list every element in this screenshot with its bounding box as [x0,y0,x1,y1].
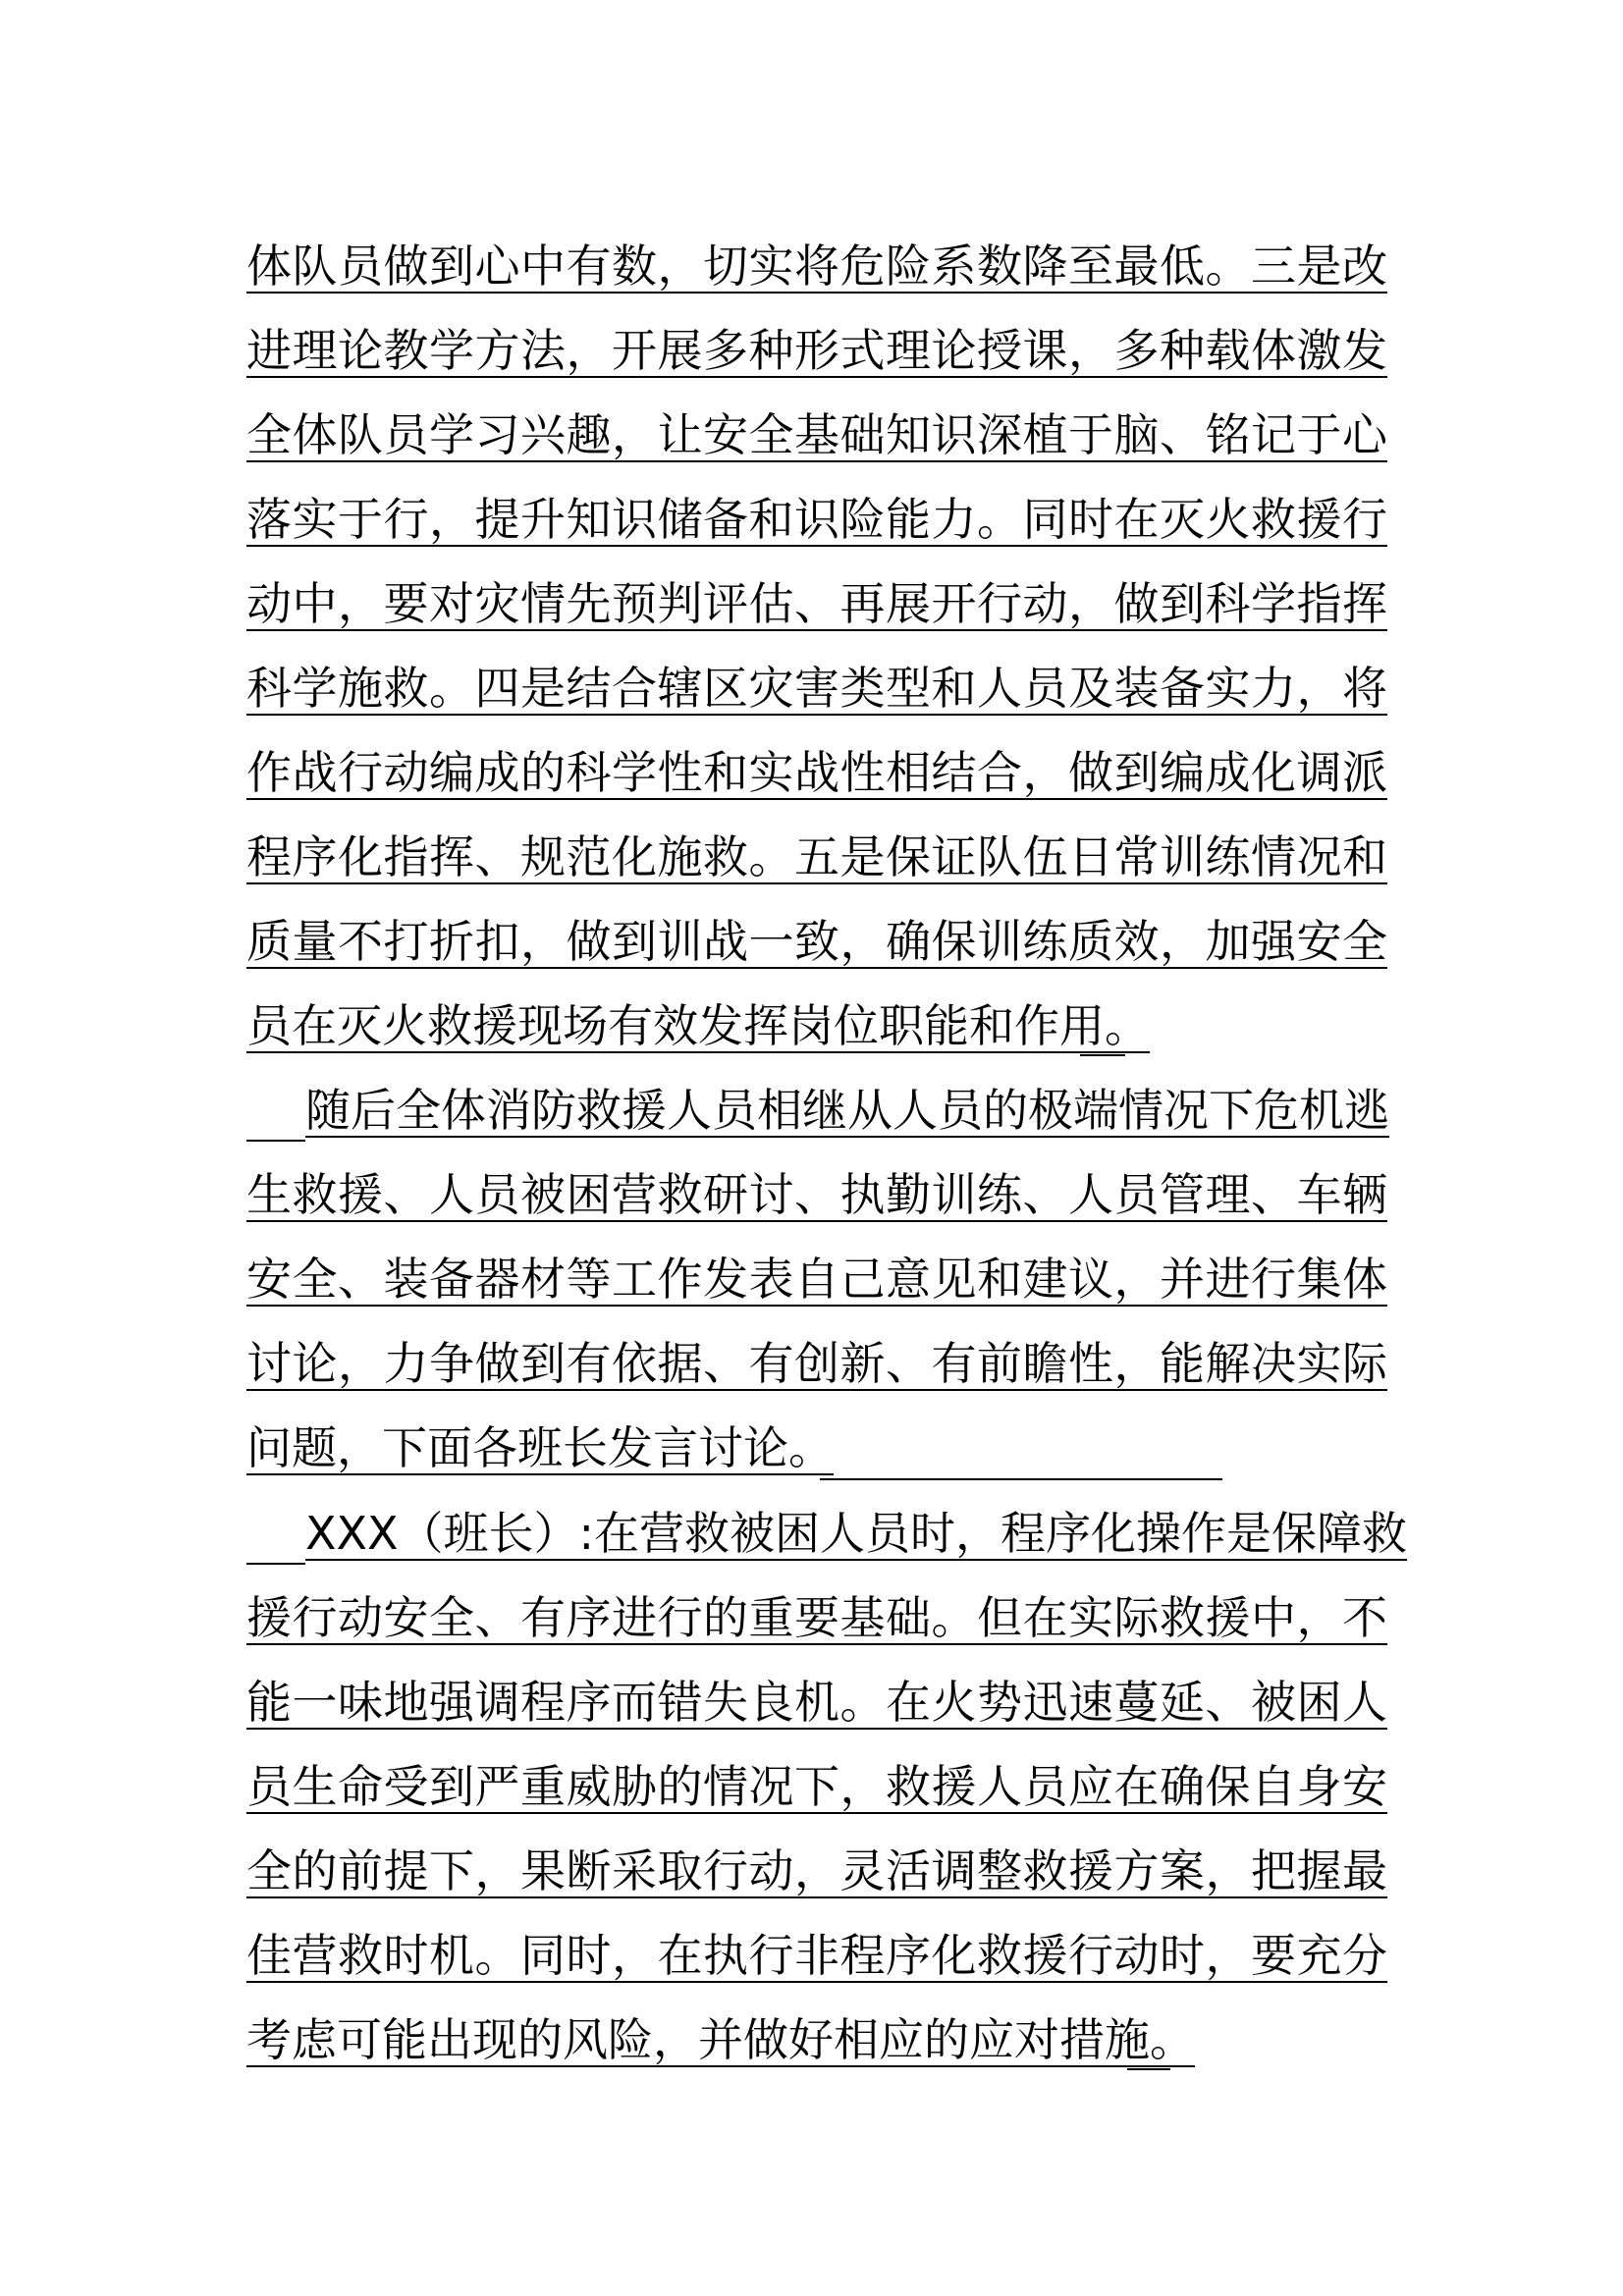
paragraph-3-line-2: 援行动安全、有序进行的重要基础。但在实际救援中，不 [246,1591,1387,1644]
paragraph-1-line-7: 作战行动编成的科学性和实战性相结合，做到编成化调派 [246,746,1387,799]
paragraph-1-line-2: 进理论教学方法，开展多种形式理论授课，多种载体激发 [246,324,1387,377]
paragraph-2-line-5: 问题，下面各班长发言讨论。 [246,1421,834,1474]
paragraph-2-line-1: 随后全体消防救援人员相继从人员的极端情况下危机逃 [305,1084,1389,1137]
paragraph-1-line-8: 程序化指挥、规范化施救。五是保证队伍日常训练情况和 [246,830,1387,883]
paragraph-3-line-4: 员生命受到严重威胁的情况下，救援人员应在确保自身安 [246,1760,1387,1813]
underline-tail-2 [820,1478,1222,1480]
paragraph-2-line-4: 讨论，力争做到有依据、有创新、有前瞻性，能解决实际 [246,1337,1387,1390]
paragraph-1-line-10: 员在灭火救援现场有效发挥岗位职能和作用。 [246,999,1150,1052]
paragraph-3-line-5: 全的前提下，果断采取行动，灵活调整救援方案，把握最 [246,1844,1387,1897]
paragraph-3-line-6: 佳营救时机。同时，在执行非程序化救援行动时，要充分 [246,1929,1387,1982]
paragraph-2-line-2: 生救援、人员被困营救研讨、执勤训练、人员管理、车辆 [246,1168,1387,1221]
paragraph-1-line-9: 质量不打折扣，做到训战一致，确保训练质效，加强安全 [246,915,1387,968]
paragraph-1-line-5: 动中，要对灾情先预判评估、再展开行动，做到科学指挥 [246,577,1387,630]
paragraph-3-line-1: XXX（班长）:在营救被困人员时，程序化操作是保障救 [305,1507,1408,1560]
underline-tail-3 [1127,2068,1170,2070]
paragraph-3-line-7: 考虑可能出现的风险，并做好相应的应对措施。 [246,2013,1195,2066]
paragraph-1-line-4: 落实于行，提升知识储备和识险能力。同时在灭火救援行 [246,493,1387,546]
paragraph-1-line-6: 科学施救。四是结合辖区灾害类型和人员及装备实力，将 [246,662,1387,715]
paragraph-2-line-3: 安全、装备器材等工作发表自己意见和建议，并进行集体 [246,1253,1387,1306]
indent-underline-3 [246,1563,305,1565]
indent-underline-2 [246,1140,305,1142]
underline-tail-1 [1080,1054,1125,1056]
paragraph-3-line-3: 能一味地强调程序而错失良机。在火势迅速蔓延、被困人 [246,1676,1387,1729]
paragraph-1-line-3: 全体队员学习兴趣，让安全基础知识深植于脑、铭记于心 [246,408,1387,461]
paragraph-1-line-1: 体队员做到心中有数，切实将危险系数降至最低。三是改 [246,240,1387,293]
